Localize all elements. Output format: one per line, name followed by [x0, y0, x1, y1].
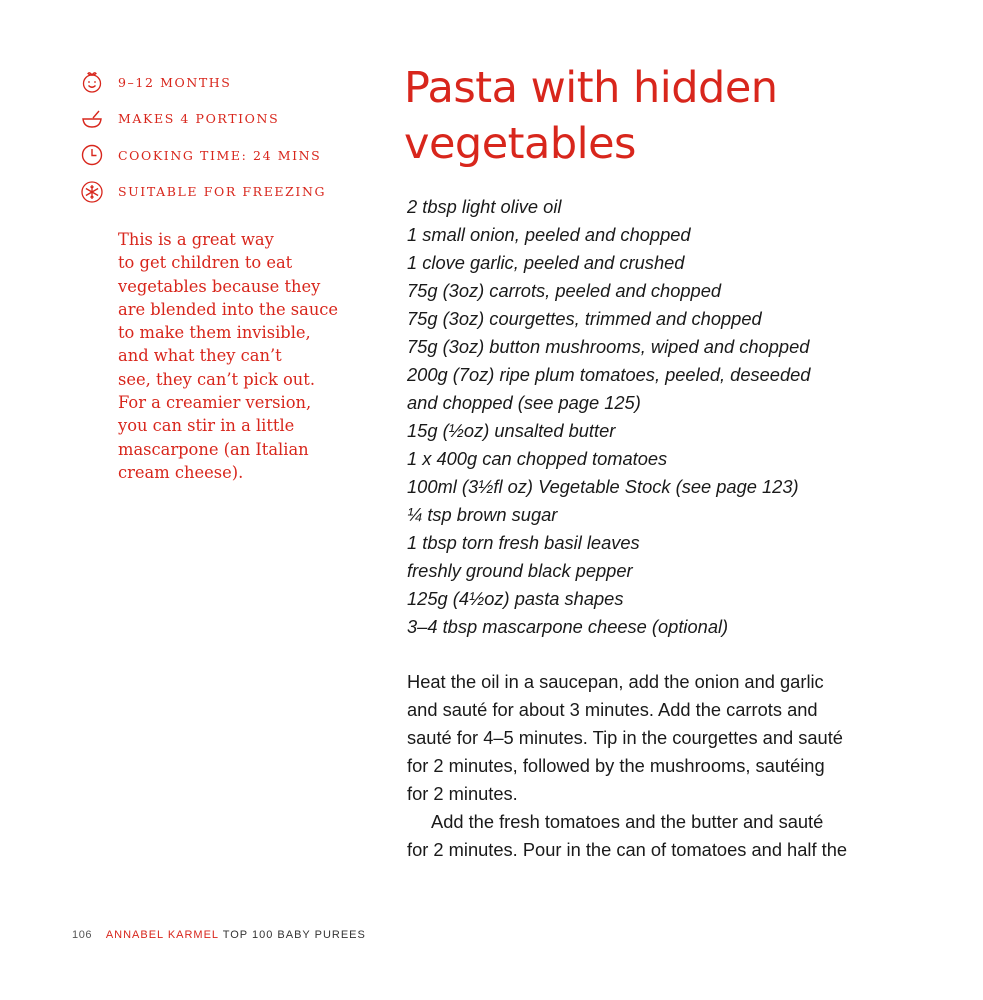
- ingredient-item: 100ml (3½fl oz) Vegetable Stock (see page 123): [407, 476, 799, 497]
- method-line: sauté for 4–5 minutes. Tip in the courgettes and sauté: [407, 727, 843, 748]
- ingredient-item: and chopped (see page 125): [407, 392, 641, 413]
- info-age: [80, 64, 360, 101]
- intro-line: are blended into the sauce: [118, 299, 339, 319]
- ingredient-item: 75g (3oz) button mushrooms, wiped and chopped: [407, 336, 810, 357]
- ingredient-item: 15g (½oz) unsalted butter: [407, 420, 616, 441]
- clock-icon: [80, 143, 104, 167]
- method-line: for 2 minutes. Pour in the can of tomatoes and half the: [407, 839, 848, 860]
- intro-line: see, they can’t pick out.: [118, 369, 316, 389]
- intro-line: This is a great way: [118, 230, 274, 249]
- ingredient-item: 75g (3oz) carrots, peeled and chopped: [407, 280, 722, 301]
- ingredient-item: 1 small onion, peeled and chopped: [407, 224, 691, 245]
- info-cooking-time: [80, 137, 360, 174]
- ingredient-item: 3–4 tbsp mascarpone cheese (optional): [407, 616, 729, 637]
- intro-line: to get children to eat: [118, 253, 293, 273]
- ingredient-item: ¼ tsp brown sugar: [407, 504, 558, 525]
- info-freezing: [80, 174, 360, 211]
- method-line: Heat the oil in a saucepan, add the onion and garlic: [407, 671, 824, 692]
- page-number: 106: [72, 929, 93, 941]
- footer-book-title: TOP 100 BABY PUREES: [222, 929, 366, 941]
- method-line: Add the fresh tomatoes and the butter and sauté: [431, 811, 824, 832]
- ingredient-item: 75g (3oz) courgettes, trimmed and chopped: [407, 308, 762, 329]
- info-cooking-time-label: COOKING TIME: 24 MINS: [118, 147, 322, 163]
- ingredient-item: 200g (7oz) ripe plum tomatoes, peeled, deseeded: [407, 364, 811, 385]
- method-line: for 2 minutes, followed by the mushrooms, sautéing: [407, 755, 825, 776]
- intro-line: and what they can’t: [118, 346, 282, 366]
- ingredients-list: [407, 193, 810, 641]
- ingredient-item: 125g (4½oz) pasta shapes: [407, 588, 624, 609]
- ingredient-item: freshly ground black pepper: [407, 560, 633, 581]
- intro-line: mascarpone (an Italian: [118, 439, 309, 459]
- ingredient-item: 1 clove garlic, peeled and crushed: [407, 252, 685, 273]
- bowl-icon: [80, 107, 104, 131]
- recipe-info-list: [80, 64, 360, 210]
- snowflake-icon: [80, 180, 104, 204]
- intro-text: [118, 228, 343, 484]
- title-line: Pasta with hidden: [404, 63, 778, 113]
- info-freezing-label: SUITABLE FOR FREEZING: [118, 184, 327, 200]
- info-age-label: 9–12 MONTHS: [118, 74, 232, 90]
- page-footer: [72, 929, 366, 941]
- intro-line: cream cheese).: [118, 462, 244, 482]
- baby-face-icon: [80, 70, 104, 94]
- intro-line: For a creamier version,: [118, 393, 312, 413]
- info-portions: [80, 101, 360, 138]
- recipe-title: [404, 60, 778, 172]
- ingredient-item: 2 tbsp light olive oil: [407, 196, 562, 217]
- info-portions-label: MAKES 4 PORTIONS: [118, 111, 280, 127]
- intro-line: vegetables because they: [118, 276, 321, 296]
- intro-line: to make them invisible,: [118, 323, 311, 343]
- ingredient-item: 1 tbsp torn fresh basil leaves: [407, 532, 640, 553]
- ingredient-item: 1 x 400g can chopped tomatoes: [407, 448, 668, 469]
- method-line: for 2 minutes.: [407, 783, 518, 804]
- title-line: vegetables: [404, 119, 636, 169]
- footer-author: ANNABEL KARMEL: [105, 929, 220, 941]
- method-text: [407, 668, 927, 864]
- intro-line: you can stir in a little: [118, 416, 295, 436]
- method-line: and sauté for about 3 minutes. Add the carrots and: [407, 699, 818, 720]
